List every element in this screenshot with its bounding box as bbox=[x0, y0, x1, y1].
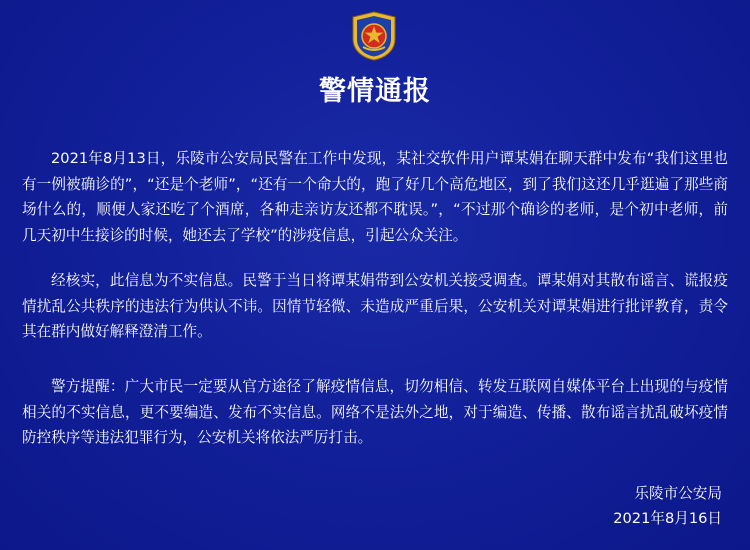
paragraph-verification: 经核实，此信息为不实信息。民警于当日将谭某娟带到公安机关接受调查。谭某娟对其散布谣言、谎报疫情扰乱公共秩序的违法行为供认不讳。因情节轻微、未造成严重后果，公安机关对谭某娟进行批评教育，责令其在群内做好解释澄清工作。 bbox=[22, 272, 728, 340]
paragraph-police-reminder: 警方提醒：广大市民一定要从官方途径了解疫情信息，切勿相信、转发互联网自媒体平台上出现的与疫情相关的不实信息，更不要编造、发布不实信息。网络不是法外之地，对于编造、传播、散布谣言扰乱破坏疫情防控秩序等违法犯罪行为，公安机关将依法严厉打击。 bbox=[22, 378, 728, 446]
police-emblem-icon bbox=[349, 11, 399, 61]
issuer-name: 乐陵市公安局 bbox=[634, 485, 722, 502]
signature-block bbox=[613, 481, 722, 531]
paragraph-incident: 2021年8月13日，乐陵市公安局民警在工作中发现，某社交软件用户谭某娟在聊天群中发布“我们这里也有一例被确诊的”，“还是个老师”，“还有一个命大的，跑了好几个高危地区，到了我们这还几乎逛遍了那些商场什么的，顺便人家还吃了个酒席，各种走亲访友还都不耽误。”，“不过那个确诊的老师，是个初中老师，前几天初中生接诊的时候，她还去了学校”的涉疫信息，引起公众关注。 bbox=[22, 150, 728, 244]
page-title: 警情通报 bbox=[319, 76, 431, 107]
issue-date: 2021年8月16日 bbox=[613, 510, 722, 527]
